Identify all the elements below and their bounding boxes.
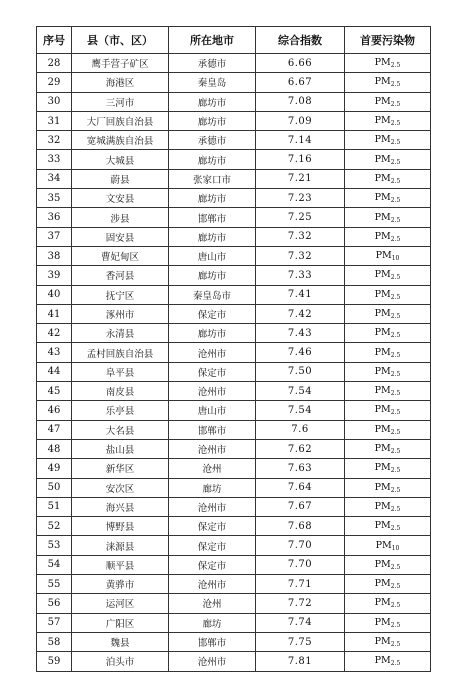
cell-county: 蔚县 (72, 169, 169, 188)
table-row (37, 73, 431, 92)
table-row (37, 536, 431, 555)
cell-serial-number: 39 (37, 266, 72, 285)
pollutant-name: PM (374, 327, 391, 339)
cell-composite-index: 7.68 (256, 517, 345, 536)
table-row (37, 401, 431, 420)
pollutant-name: PM (375, 250, 392, 262)
cell-city: 张家口市 (169, 169, 256, 188)
cell-county: 孟村回族自治县 (72, 343, 169, 362)
cell-composite-index: 7.62 (256, 439, 345, 458)
cell-county: 香河县 (72, 266, 169, 285)
pollutant-subscript: 2.5 (390, 390, 401, 398)
cell-serial-number: 32 (37, 131, 72, 150)
table-row (37, 266, 431, 285)
cell-primary-pollutant (345, 362, 431, 381)
cell-composite-index: 7.72 (256, 594, 345, 613)
table-row (37, 459, 431, 478)
cell-serial-number: 57 (37, 613, 72, 632)
cell-composite-index: 7.14 (256, 131, 345, 150)
cell-serial-number: 53 (37, 536, 72, 555)
cell-primary-pollutant (345, 131, 431, 150)
cell-county: 博野县 (72, 517, 169, 536)
table-row (37, 304, 431, 323)
cell-county: 安次区 (72, 478, 169, 497)
cell-primary-pollutant (345, 54, 431, 73)
pollutant-subscript: 2.5 (390, 177, 401, 185)
air-quality-ranking-table (36, 26, 431, 672)
cell-city: 唐山市 (169, 246, 256, 265)
cell-composite-index: 7.32 (256, 227, 345, 246)
cell-county: 大名县 (72, 420, 169, 439)
cell-primary-pollutant (345, 304, 431, 323)
pollutant-subscript: 2.5 (390, 660, 401, 668)
table-row (37, 439, 431, 458)
cell-serial-number: 52 (37, 517, 72, 536)
pollutant-name: PM (374, 346, 391, 358)
table-row (37, 652, 431, 671)
cell-primary-pollutant (345, 575, 431, 594)
cell-city: 承德市 (169, 131, 256, 150)
cell-serial-number: 40 (37, 285, 72, 304)
pollutant-name: PM (374, 616, 391, 628)
cell-serial-number: 42 (37, 324, 72, 343)
pollutant-name: PM (374, 134, 391, 146)
cell-composite-index: 7.70 (256, 555, 345, 574)
cell-serial-number: 38 (37, 246, 72, 265)
cell-county: 顺平县 (72, 555, 169, 574)
cell-primary-pollutant (345, 324, 431, 343)
cell-composite-index: 6.66 (256, 54, 345, 73)
pollutant-name: PM (374, 153, 391, 165)
cell-city: 沧州 (169, 594, 256, 613)
cell-primary-pollutant (345, 555, 431, 574)
cell-primary-pollutant (345, 227, 431, 246)
pollutant-subscript: 2.5 (390, 158, 401, 166)
cell-composite-index: 7.74 (256, 613, 345, 632)
cell-composite-index: 7.32 (256, 246, 345, 265)
pollutant-name: PM (374, 462, 391, 474)
pollutant-name: PM (374, 115, 391, 127)
pollutant-subscript: 2.5 (390, 81, 401, 89)
cell-city: 沧州市 (169, 343, 256, 362)
pollutant-subscript: 2.5 (390, 641, 401, 649)
cell-city: 保定市 (169, 555, 256, 574)
cell-city: 沧州市 (169, 439, 256, 458)
table-row (37, 285, 431, 304)
pollutant-name: PM (374, 269, 391, 281)
table-row (37, 92, 431, 111)
cell-primary-pollutant (345, 652, 431, 671)
pollutant-subscript: 2.5 (390, 409, 401, 417)
cell-city: 秦皇岛 (169, 73, 256, 92)
table-row (37, 517, 431, 536)
cell-composite-index: 7.75 (256, 632, 345, 651)
cell-serial-number: 51 (37, 497, 72, 516)
table-row (37, 150, 431, 169)
pollutant-name: PM (374, 597, 391, 609)
cell-city: 廊坊市 (169, 111, 256, 130)
pollutant-subscript: 2.5 (390, 467, 401, 475)
cell-primary-pollutant (345, 478, 431, 497)
cell-county: 涞源县 (72, 536, 169, 555)
cell-composite-index: 7.46 (256, 343, 345, 362)
pollutant-subscript: 2.5 (390, 120, 401, 128)
cell-primary-pollutant (345, 517, 431, 536)
header-composite-index: 综合指数 (256, 27, 345, 54)
cell-serial-number: 48 (37, 439, 72, 458)
cell-city: 沧州市 (169, 497, 256, 516)
cell-primary-pollutant (345, 169, 431, 188)
cell-city: 邯郸市 (169, 208, 256, 227)
cell-primary-pollutant (345, 382, 431, 401)
cell-primary-pollutant (345, 613, 431, 632)
pollutant-name: PM (374, 172, 391, 184)
cell-composite-index: 7.54 (256, 401, 345, 420)
cell-composite-index: 7.67 (256, 497, 345, 516)
cell-primary-pollutant (345, 343, 431, 362)
cell-city: 保定市 (169, 536, 256, 555)
cell-county: 广阳区 (72, 613, 169, 632)
pollutant-subscript: 2.5 (390, 235, 401, 243)
cell-county: 抚宁区 (72, 285, 169, 304)
cell-serial-number: 37 (37, 227, 72, 246)
cell-county: 涿州市 (72, 304, 169, 323)
cell-primary-pollutant (345, 439, 431, 458)
cell-composite-index: 7.41 (256, 285, 345, 304)
cell-city: 廊坊市 (169, 189, 256, 208)
cell-city: 保定市 (169, 362, 256, 381)
cell-serial-number: 49 (37, 459, 72, 478)
cell-composite-index: 6.67 (256, 73, 345, 92)
cell-county: 鹰手营子矿区 (72, 54, 169, 73)
cell-primary-pollutant (345, 594, 431, 613)
cell-primary-pollutant (345, 246, 431, 265)
cell-city: 廊坊 (169, 478, 256, 497)
cell-county: 盐山县 (72, 439, 169, 458)
cell-serial-number: 46 (37, 401, 72, 420)
pollutant-name: PM (374, 578, 391, 590)
cell-serial-number: 50 (37, 478, 72, 497)
cell-city: 保定市 (169, 517, 256, 536)
pollutant-subscript: 2.5 (390, 428, 401, 436)
pollutant-subscript: 2.5 (390, 197, 401, 205)
pollutant-name: PM (374, 230, 391, 242)
cell-county: 南皮县 (72, 382, 169, 401)
table-row (37, 382, 431, 401)
cell-composite-index: 7.70 (256, 536, 345, 555)
pollutant-name: PM (374, 192, 391, 204)
pollutant-name: PM (374, 365, 391, 377)
pollutant-subscript: 10 (391, 255, 400, 263)
cell-serial-number: 35 (37, 189, 72, 208)
cell-city: 廊坊 (169, 613, 256, 632)
cell-county: 永清县 (72, 324, 169, 343)
cell-primary-pollutant (345, 536, 431, 555)
pollutant-subscript: 2.5 (390, 448, 401, 456)
header-city: 所在地市 (169, 27, 256, 54)
table-row (37, 420, 431, 439)
table-header-row (37, 27, 431, 54)
cell-primary-pollutant (345, 208, 431, 227)
table-row (37, 246, 431, 265)
pollutant-subscript: 2.5 (390, 525, 401, 533)
pollutant-subscript: 2.5 (390, 583, 401, 591)
cell-serial-number: 29 (37, 73, 72, 92)
pollutant-name: PM (374, 636, 391, 648)
pollutant-subscript: 2.5 (390, 486, 401, 494)
cell-composite-index: 7.64 (256, 478, 345, 497)
cell-primary-pollutant (345, 401, 431, 420)
cell-city: 廊坊市 (169, 324, 256, 343)
cell-composite-index: 7.08 (256, 92, 345, 111)
cell-city: 廊坊市 (169, 266, 256, 285)
cell-county: 宽城满族自治县 (72, 131, 169, 150)
cell-composite-index: 7.33 (256, 266, 345, 285)
cell-city: 廊坊市 (169, 227, 256, 246)
table-row (37, 478, 431, 497)
cell-county: 海兴县 (72, 497, 169, 516)
pollutant-name: PM (374, 558, 391, 570)
cell-composite-index: 7.23 (256, 189, 345, 208)
cell-composite-index: 7.25 (256, 208, 345, 227)
cell-city: 邯郸市 (169, 420, 256, 439)
cell-city: 廊坊市 (169, 92, 256, 111)
cell-serial-number: 45 (37, 382, 72, 401)
cell-primary-pollutant (345, 459, 431, 478)
cell-county: 大厂回族自治县 (72, 111, 169, 130)
pollutant-subscript: 2.5 (390, 563, 401, 571)
cell-city: 承德市 (169, 54, 256, 73)
pollutant-name: PM (374, 95, 391, 107)
pollutant-subscript: 10 (391, 544, 400, 552)
table-row (37, 324, 431, 343)
cell-primary-pollutant (345, 189, 431, 208)
cell-county: 黄骅市 (72, 575, 169, 594)
pollutant-subscript: 2.5 (390, 216, 401, 224)
table-row (37, 343, 431, 362)
pollutant-name: PM (374, 481, 391, 493)
cell-county: 涉县 (72, 208, 169, 227)
cell-county: 乐亭县 (72, 401, 169, 420)
table-row (37, 189, 431, 208)
cell-primary-pollutant (345, 420, 431, 439)
cell-serial-number: 28 (37, 54, 72, 73)
cell-county: 固安县 (72, 227, 169, 246)
table-row (37, 54, 431, 73)
header-county: 县（市、区） (72, 27, 169, 54)
cell-serial-number: 33 (37, 150, 72, 169)
table-row (37, 227, 431, 246)
cell-serial-number: 44 (37, 362, 72, 381)
cell-serial-number: 55 (37, 575, 72, 594)
pollutant-subscript: 2.5 (390, 293, 401, 301)
pollutant-name: PM (374, 404, 391, 416)
cell-primary-pollutant (345, 73, 431, 92)
table-row (37, 632, 431, 651)
cell-primary-pollutant (345, 92, 431, 111)
cell-city: 沧州市 (169, 575, 256, 594)
cell-composite-index: 7.16 (256, 150, 345, 169)
pollutant-name: PM (374, 423, 391, 435)
cell-primary-pollutant (345, 266, 431, 285)
cell-serial-number: 58 (37, 632, 72, 651)
cell-composite-index: 7.42 (256, 304, 345, 323)
cell-county: 海港区 (72, 73, 169, 92)
cell-county: 魏县 (72, 632, 169, 651)
cell-primary-pollutant (345, 285, 431, 304)
table-row (37, 169, 431, 188)
cell-primary-pollutant (345, 632, 431, 651)
pollutant-name: PM (374, 443, 391, 455)
cell-county: 文安县 (72, 189, 169, 208)
cell-serial-number: 56 (37, 594, 72, 613)
header-primary-pollutant: 首要污染物 (345, 27, 431, 54)
pollutant-name: PM (374, 385, 391, 397)
cell-primary-pollutant (345, 111, 431, 130)
table-row (37, 594, 431, 613)
cell-serial-number: 34 (37, 169, 72, 188)
cell-serial-number: 41 (37, 304, 72, 323)
table-row (37, 362, 431, 381)
pollutant-name: PM (374, 500, 391, 512)
cell-primary-pollutant (345, 150, 431, 169)
cell-serial-number: 31 (37, 111, 72, 130)
pollutant-name: PM (374, 520, 391, 532)
pollutant-name: PM (374, 655, 391, 667)
table-row (37, 208, 431, 227)
cell-serial-number: 59 (37, 652, 72, 671)
pollutant-name: PM (374, 211, 391, 223)
pollutant-name: PM (374, 308, 391, 319)
cell-composite-index: 7.50 (256, 362, 345, 381)
table-row (37, 613, 431, 632)
pollutant-subscript: 2.5 (390, 100, 401, 108)
cell-city: 沧州市 (169, 652, 256, 671)
cell-county: 大城县 (72, 150, 169, 169)
pollutant-name: PM (374, 57, 391, 69)
cell-city: 唐山市 (169, 401, 256, 420)
pollutant-subscript: 2.5 (390, 332, 401, 340)
ranking-table-container (36, 26, 431, 672)
cell-serial-number: 47 (37, 420, 72, 439)
pollutant-subscript: 2.5 (390, 139, 401, 147)
table-row (37, 555, 431, 574)
cell-composite-index: 7.6 (256, 420, 345, 439)
cell-composite-index: 7.71 (256, 575, 345, 594)
table-row (37, 497, 431, 516)
cell-city: 沧州市 (169, 382, 256, 401)
pollutant-subscript: 2.5 (390, 370, 401, 378)
cell-city: 秦皇岛市 (169, 285, 256, 304)
cell-city: 保定市 (169, 304, 256, 323)
cell-city: 邯郸市 (169, 632, 256, 651)
cell-serial-number: 36 (37, 208, 72, 227)
cell-composite-index: 7.63 (256, 459, 345, 478)
table-row (37, 575, 431, 594)
cell-composite-index: 7.81 (256, 652, 345, 671)
pollutant-subscript: 2.5 (390, 313, 401, 320)
cell-composite-index: 7.09 (256, 111, 345, 130)
cell-composite-index: 7.21 (256, 169, 345, 188)
cell-city: 沧州 (169, 459, 256, 478)
pollutant-name: PM (374, 76, 391, 88)
cell-composite-index: 7.43 (256, 324, 345, 343)
cell-serial-number: 54 (37, 555, 72, 574)
cell-county: 新华区 (72, 459, 169, 478)
pollutant-subscript: 2.5 (390, 351, 401, 359)
cell-serial-number: 43 (37, 343, 72, 362)
pollutant-subscript: 2.5 (390, 505, 401, 513)
table-body (37, 54, 431, 672)
cell-composite-index: 7.54 (256, 382, 345, 401)
pollutant-subscript: 2.5 (390, 602, 401, 610)
cell-county: 泊头市 (72, 652, 169, 671)
cell-primary-pollutant (345, 497, 431, 516)
pollutant-subscript: 2.5 (390, 274, 401, 282)
cell-city: 廊坊市 (169, 150, 256, 169)
pollutant-name: PM (374, 288, 391, 300)
pollutant-name: PM (375, 539, 392, 551)
cell-county: 三河市 (72, 92, 169, 111)
pollutant-subscript: 2.5 (390, 62, 401, 70)
cell-county: 阜平县 (72, 362, 169, 381)
cell-county: 曹妃甸区 (72, 246, 169, 265)
cell-serial-number: 30 (37, 92, 72, 111)
table-row (37, 131, 431, 150)
header-serial-number: 序号 (37, 27, 72, 54)
pollutant-subscript: 2.5 (390, 621, 401, 629)
table-row (37, 111, 431, 130)
cell-county: 运河区 (72, 594, 169, 613)
